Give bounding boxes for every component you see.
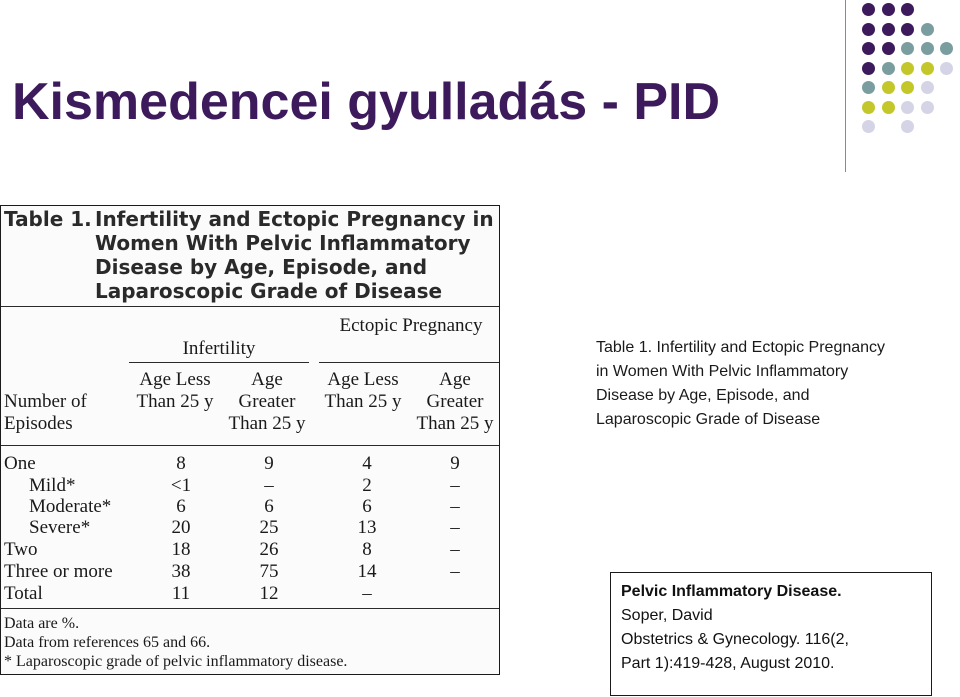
column-header: Age Less Than 25 y [136,369,214,412]
reference-box [610,572,932,696]
decorative-dot [921,23,934,36]
table-caption-label: Table 1. [4,207,92,231]
table-cell: – [264,475,274,496]
table-cell: 13 [357,517,377,538]
table-image [0,205,500,675]
reference-author: Soper, David [621,607,713,624]
table-cell: 38 [171,561,191,582]
table-cell: 26 [259,539,279,560]
row-label: Three or more [4,561,113,582]
decorative-dot [882,101,895,114]
title-divider-line [845,0,846,172]
table-cell: 6 [264,496,274,517]
decorative-dot [901,120,914,133]
row-header-label: Number of Episodes [4,391,87,434]
decorative-dot [901,62,914,75]
table-cell: 4 [362,453,372,474]
decorative-dot [862,42,875,55]
group-rule-infertility [129,362,309,363]
reference-title: Pelvic Inflammatory Disease. [621,583,842,600]
decorative-dot [921,81,934,94]
table-cell: 6 [362,496,372,517]
table-cell: – [450,496,460,517]
decorative-dot [862,81,875,94]
table-cell: 8 [176,453,186,474]
row-label: One [4,453,36,474]
decorative-dot [862,23,875,36]
decorative-dot [901,23,914,36]
group-header-infertility: Infertility [182,338,256,359]
row-label: Moderate* [29,496,112,517]
table-caption-text: Infertility and Ectopic Pregnancy in Women With Pelvic Inflammatory Disease by Age, Episode, and Laparoscopic Grade of Disease [95,207,494,303]
table-cell: – [450,561,460,582]
decorative-dot [940,42,953,55]
table-rule-header [1,445,500,446]
decorative-dot [882,42,895,55]
decorative-dot [882,62,895,75]
table-cell: 14 [357,561,377,582]
table-cell: 12 [259,583,279,604]
table-caption-transcript: Table 1. Infertility and Ectopic Pregnancy in Women With Pelvic Inflammatory Disease by Age, Episode, and Laparoscopic Grade of Disease [596,339,886,428]
table-cell: 9 [264,453,274,474]
table-footnote: Data are %. [4,615,80,632]
column-header: Age Greater Than 25 y [416,369,494,434]
decorative-dot [921,101,934,114]
table-cell: 25 [259,517,279,538]
decorative-dot [882,23,895,36]
table-rule-bottom [1,608,500,609]
decorative-dot [862,3,875,16]
row-label: Mild* [29,475,76,496]
table-cell: – [450,517,460,538]
decorative-dot-grid [862,0,960,150]
decorative-dot [901,101,914,114]
decorative-dot [901,42,914,55]
table-cell: 18 [171,539,191,560]
decorative-dot [901,81,914,94]
row-label: Severe* [29,517,91,538]
table-cell: – [362,583,372,604]
decorative-dot [862,101,875,114]
column-header: Age Greater Than 25 y [228,369,306,434]
table-cell: – [450,475,460,496]
group-header-ectopic: Ectopic Pregnancy [339,315,483,336]
table-cell: 2 [362,475,372,496]
decorative-dot [901,3,914,16]
table-footnote: Data from references 65 and 66. [4,634,211,651]
table-cell: – [450,539,460,560]
row-label: Total [4,583,43,604]
table-cell: <1 [170,475,192,496]
column-header: Age Less Than 25 y [324,369,402,412]
table-cell: 8 [362,539,372,560]
reference-journal: Obstetrics & Gynecology. 116(2, [621,631,849,648]
table-cell: 9 [450,453,460,474]
group-rule-ectopic [319,362,499,363]
row-label: Two [4,539,38,560]
table-cell: 75 [259,561,279,582]
table-cell: 11 [171,583,191,604]
decorative-dot [862,120,875,133]
decorative-dot [882,3,895,16]
decorative-dot [882,81,895,94]
slide-title: Kismedencei gyulladás - PID [12,73,721,131]
table-footnote: * Laparoscopic grade of pelvic inflammatory disease. [4,653,348,670]
table-cell: 20 [171,517,191,538]
table-rule-top [1,306,500,307]
table-cell: 6 [176,496,186,517]
decorative-dot [862,62,875,75]
decorative-dot [921,42,934,55]
decorative-dot [940,62,953,75]
decorative-dot [921,62,934,75]
reference-details: Part 1):419-428, August 2010. [621,655,835,672]
